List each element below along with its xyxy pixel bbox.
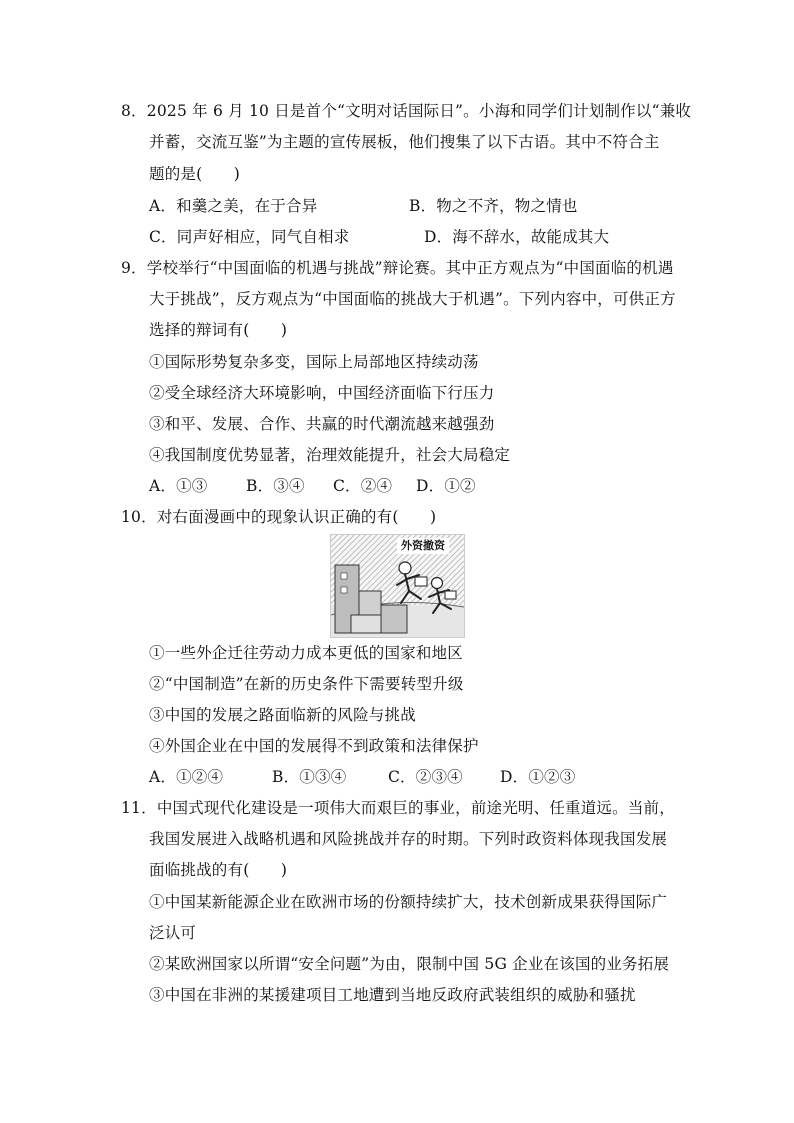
q11-item-3: ③中国在非洲的某援建项目工地遭到当地反政府武装组织的威胁和骚扰 — [149, 986, 636, 1004]
q9-stem-line-3: 选择的辩词有( ) — [149, 321, 288, 339]
q9-item-4: ④我国制度优势显著，治理效能提升，社会大局稳定 — [149, 446, 511, 464]
cartoon-image — [330, 534, 465, 638]
q10-option-a: A．①②④ — [149, 768, 224, 786]
q8-option-a: A．和羹之美，在于合异 — [149, 197, 318, 215]
q11-item-1-cont: 泛认可 — [149, 924, 197, 942]
q10-stem: 10．对右面漫画中的现象认识正确的有( ) — [121, 508, 437, 526]
q10-item-2: ②“中国制造”在新的历史条件下需要转型升级 — [149, 675, 464, 693]
q11-item-1: ①中国某新能源企业在欧洲市场的份额持续扩大，技术创新成果获得国际广 — [149, 893, 668, 911]
cartoon-caption: 外资撤资 — [401, 539, 445, 552]
q9-item-2: ②受全球经济大环境影响，中国经济面临下行压力 — [149, 384, 495, 402]
q9-option-c: C．②④ — [333, 477, 393, 495]
q9-item-1: ①国际形势复杂多变，国际上局部地区持续动荡 — [149, 353, 479, 371]
q10-option-b: B．①③④ — [272, 768, 347, 786]
q8-option-d: D．海不辞水，故能成其大 — [424, 228, 610, 246]
q9-option-a: A．①③ — [149, 477, 208, 495]
q9-stem-line-2: 大于挑战”，反方观点为“中国面临的挑战大于机遇”。下列内容中，可供正方 — [149, 290, 676, 308]
q9-stem-line-1: 9．学校举行“中国面临的机遇与挑战”辩论赛。其中正方观点为“中国面临的机遇 — [121, 259, 674, 277]
q8-stem-line-3: 题的是( ) — [149, 165, 240, 183]
q9-option-d: D．①② — [416, 477, 476, 495]
q11-stem-line-1: 11．中国式现代化建设是一项伟大而艰巨的事业，前途光明、任重道远。当前， — [121, 799, 675, 817]
q8-stem-line-1: 8．2025 年 6 月 10 日是首个“文明对话国际日”。小海和同学们计划制作以“兼收 — [121, 102, 692, 120]
q10-option-d: D．①②③ — [500, 768, 576, 786]
q8-option-b: B．物之不齐，物之情也 — [409, 197, 578, 215]
q10-item-4: ④外国企业在中国的发展得不到政策和法律保护 — [149, 737, 479, 755]
q10-option-c: C．②③④ — [388, 768, 463, 786]
q10-item-3: ③中国的发展之路面临新的风险与挑战 — [149, 706, 416, 724]
q11-stem-line-2: 我国发展进入战略机遇和风险挑战并存的时期。下列时政资料体现我国发展 — [149, 830, 668, 848]
q11-item-2: ②某欧洲国家以所谓“安全问题”为由，限制中国 5G 企业在该国的业务拓展 — [149, 955, 670, 973]
q8-option-c: C．同声好相应，同气自相求 — [149, 228, 350, 246]
q10-item-1: ①一些外企迁往劳动力成本更低的国家和地区 — [149, 644, 464, 662]
q11-stem-line-3: 面临挑战的有( ) — [149, 861, 288, 879]
q8-stem-line-2: 并蓄，交流互鉴”为主题的宣传展板，他们搜集了以下古语。其中不符合主 — [149, 133, 660, 151]
q9-option-b: B．③④ — [246, 477, 305, 495]
q9-item-3: ③和平、发展、合作、共赢的时代潮流越来越强劲 — [149, 415, 495, 433]
